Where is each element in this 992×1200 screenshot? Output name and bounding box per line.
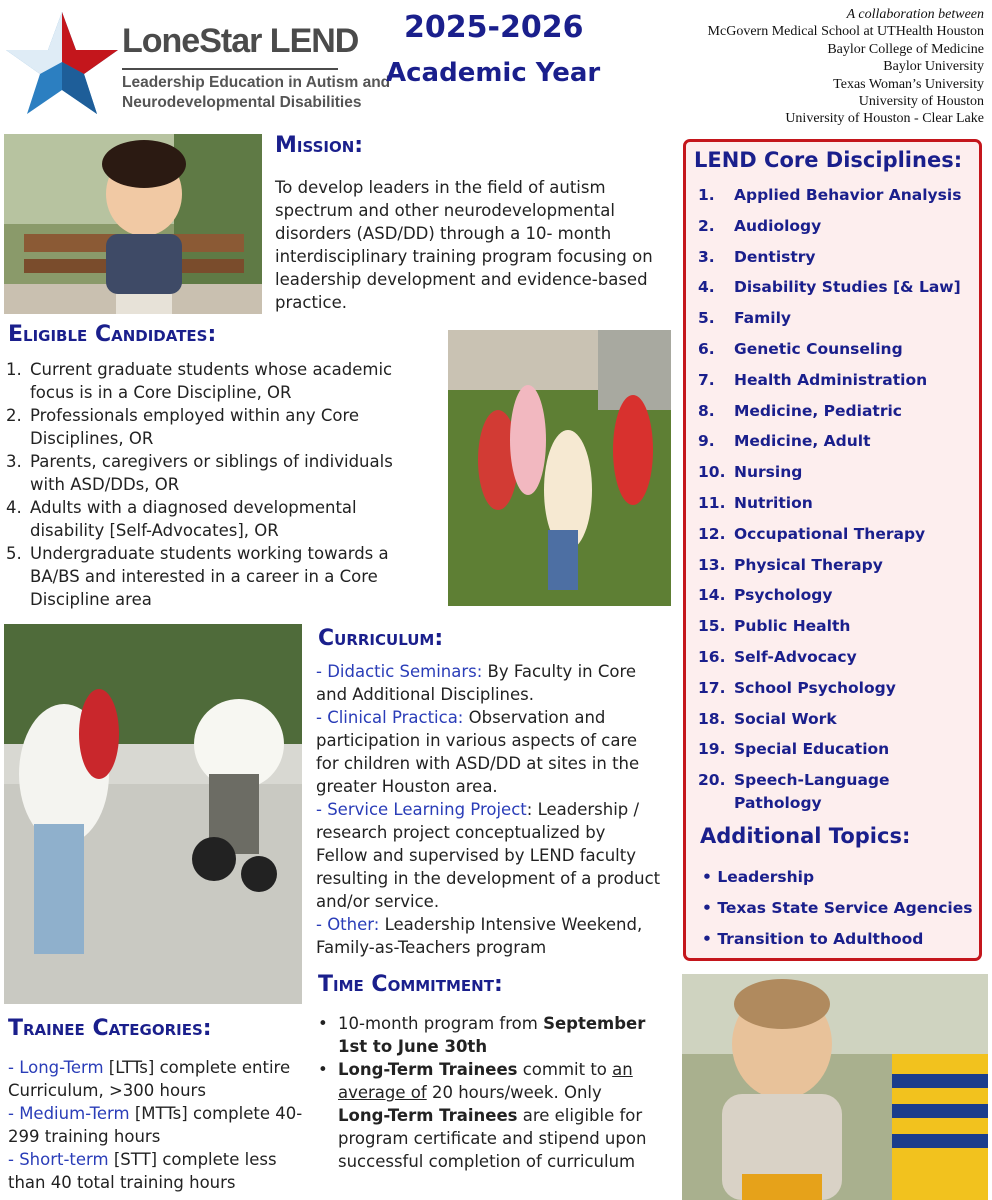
discipline-item: 4. Disability Studies [& Law] (698, 278, 961, 297)
trainee-item: - Short-term [STT] complete less than 40 total training hours (8, 1150, 277, 1192)
logo-subtitle-line-2: Neurodevelopmental Disabilities (122, 94, 362, 111)
curriculum-body (316, 660, 662, 959)
curriculum-item: - Other: Leadership Intensive Weekend, Family-as-Teachers program (316, 915, 643, 957)
additional-topics-heading: Additional Topics: (700, 824, 911, 848)
discipline-item: 14. Psychology (698, 586, 833, 605)
institution: Texas Woman’s University (833, 76, 984, 92)
logo-divider (122, 68, 338, 70)
additional-topics-list (702, 866, 972, 958)
list-item: • 10-month program from September 1st to June 30th (318, 1014, 646, 1056)
discipline-item: 12. Occupational Therapy (698, 524, 926, 543)
logo-subtitle-line-1: Leadership Education in Autism and (122, 74, 391, 91)
discipline-item: 1. Applied Behavior Analysis (698, 186, 962, 204)
curriculum-item: - Service Learning Project: Leadership / research project conceptualized by Fellow and supervised by LEND faculty resulting in the development of a product and/or service. (316, 800, 661, 911)
curriculum-heading: Curriculum: (318, 626, 444, 651)
discipline-item: 3. Dentistry (698, 247, 816, 266)
discipline-item: 15. Public Health (698, 617, 851, 636)
institution: University of Houston (858, 94, 984, 110)
discipline-item: 13. Physical Therapy (698, 555, 883, 574)
institution: Baylor College of Medicine (827, 41, 984, 57)
discipline-item: 9. Medicine, Adult (698, 432, 871, 451)
curriculum-item: - Didactic Seminars: By Faculty in Core and Additional Disciplines. (316, 662, 637, 704)
institution: Baylor University (883, 59, 984, 75)
trainee-categories-heading: Trainee Categories: (8, 1016, 212, 1041)
time-commitment-heading: Time Commitment: (318, 972, 503, 997)
core-disciplines-list (698, 184, 980, 823)
list-item: 1. Current graduate students whose academic focus is in a Core Discipline, OR (6, 360, 393, 402)
mission-text: To develop leaders in the field of autism spectrum and other neurodevelopmental disorders (ASD/DD) through a 10- month interdisciplinary training program focusing on leadership development and evidence-based practice. (275, 178, 653, 312)
eligible-list (6, 358, 426, 611)
list-item: 4. Adults with a diagnosed developmental disability [Self-Advocates], OR (6, 498, 357, 540)
collaboration-block (708, 6, 984, 128)
logo-star-icon (4, 10, 120, 118)
discipline-item: 20. Speech-Language Pathology (698, 771, 890, 813)
photo-children-circle (448, 330, 671, 606)
list-item: • Long-Term Trainees commit to an average of 20 hours/week. Only Long-Term Trainees are eligible for program certificate and stipend upon successful completion of curriculum (318, 1060, 647, 1171)
logo-title: LoneStar LEND (122, 22, 359, 60)
core-disciplines-heading: LEND Core Disciplines: (694, 148, 963, 172)
discipline-item: 19. Special Education (698, 740, 890, 759)
institution: University of Houston - Clear Lake (785, 111, 984, 127)
academic-year: 2025-2026 (404, 10, 584, 45)
mission-heading: Mission: (275, 133, 364, 158)
discipline-item: 2. Audiology (698, 216, 822, 235)
trainee-item: - Long-Term [LTTs] complete entire Curriculum, >300 hours (8, 1058, 291, 1100)
discipline-item: 8. Medicine, Pediatric (698, 401, 902, 420)
collaboration-intro: A collaboration between (846, 7, 984, 22)
trainee-categories-body (8, 1056, 306, 1194)
list-item: 5. Undergraduate students working towards a BA/BS and interested in a career in a Core Discipline area (6, 544, 389, 609)
list-item: 2. Professionals employed within any Core Disciplines, OR (6, 406, 360, 448)
photo-smiling-girl (4, 134, 262, 314)
discipline-item: 10. Nursing (698, 463, 803, 482)
discipline-item: 18. Social Work (698, 709, 837, 728)
discipline-item: 7. Health Administration (698, 370, 928, 389)
discipline-item: 5. Family (698, 309, 792, 328)
list-item: 3. Parents, caregivers or siblings of individuals with ASD/DDs, OR (6, 452, 393, 494)
academic-year-label: Academic Year (386, 58, 601, 88)
time-commitment-list (318, 1012, 658, 1173)
discipline-item: 16. Self-Advocacy (698, 647, 857, 666)
discipline-item: 17. School Psychology (698, 678, 896, 697)
topic-item: • Leadership (702, 868, 815, 886)
trainee-item: - Medium-Term [MTTs] complete 40-299 training hours (8, 1104, 303, 1146)
topic-item: • Texas State Service Agencies (702, 898, 973, 917)
photo-kids-running (4, 624, 302, 1004)
institution: McGovern Medical School at UTHealth Houston (707, 24, 984, 40)
topic-item: • Transition to Adulthood (702, 929, 924, 948)
discipline-item: 11. Nutrition (698, 493, 813, 512)
eligible-heading: Eligible Candidates: (8, 322, 217, 347)
discipline-item: 6. Genetic Counseling (698, 339, 903, 358)
curriculum-item: - Clinical Practica: Observation and participation in various aspects of care for children with ASD/DD at sites in the greater Houston area. (316, 708, 640, 796)
photo-toddlers-playing (682, 974, 988, 1200)
